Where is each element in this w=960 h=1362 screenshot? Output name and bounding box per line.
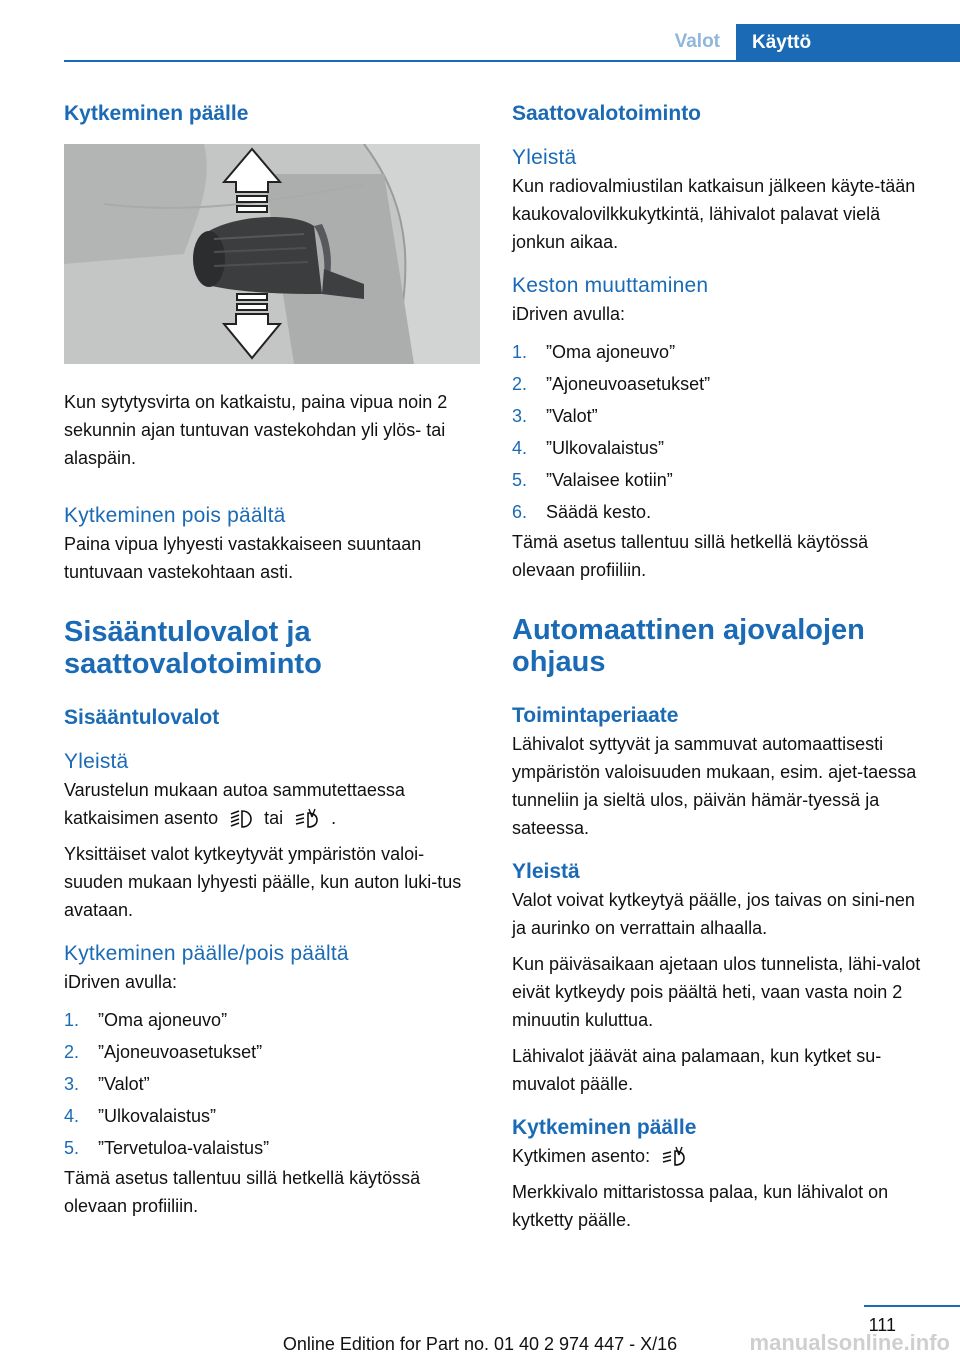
right-column [512, 100, 932, 1234]
paragraph-general-1-a: Varustelun mukaan autoa sammutettaessa katkaisimen asento [64, 780, 405, 828]
heading-general-right: Yleistä [512, 146, 577, 169]
list-item: 2. ”Ajoneuvoasetukset” [512, 374, 711, 394]
list-item: 1. ”Oma ajoneuvo” [512, 342, 676, 362]
paragraph-switch-off: Paina vipua lyhyesti vastakkaiseen suuntaan tuntuvaan vastekohtaan asti. [64, 534, 422, 582]
list-item: 5. ”Tervetuloa-valaistus” [64, 1138, 270, 1158]
list-item: 6. Säädä kesto. [512, 502, 652, 522]
footer-edition: Online Edition for Part no. 01 40 2 974 447 - X/16 [282, 1334, 678, 1354]
heading-principle: Toimintaperiaate [512, 704, 679, 727]
auto-headlight-icon [294, 808, 320, 830]
heading-duration: Keston muuttaminen [512, 274, 709, 297]
auto-headlight-icon [661, 1146, 687, 1168]
list-item: 3. ”Valot” [512, 406, 598, 426]
list-item: 4. ”Ulkovalaistus” [64, 1106, 217, 1126]
footer-rule [864, 1305, 960, 1307]
heading-entry-lights: Sisääntulovalot ja saattovalotoiminto [64, 616, 322, 680]
list-item: 2. ”Ajoneuvoasetukset” [64, 1042, 263, 1062]
heading-on-off: Kytkeminen päälle/pois päältä [64, 942, 349, 965]
heading-general: Yleistä [64, 750, 129, 773]
paragraph-idrive-right: iDriven avulla: [512, 304, 626, 324]
heading-switch-on-right: Kytkeminen päälle [512, 1116, 697, 1139]
heading-switch-off: Kytkeminen pois päältä [64, 504, 286, 527]
list-item: 3. ”Valot” [64, 1074, 150, 1094]
heading-switch-on: Kytkeminen päälle [64, 102, 249, 125]
paragraph-general-1 [64, 776, 480, 832]
lever-figure [64, 144, 480, 364]
header-rule [64, 60, 960, 62]
paragraph-switch-position-text: Kytkimen asento: [512, 1146, 651, 1166]
paragraph-switch-on: Kun sytytysvirta on katkaistu, paina vipua noin 2 sekunnin ajan tuntuvan vastekohdan yli ylös- tai alaspäin. [64, 392, 448, 468]
paragraph-general-right: Kun radiovalmiustilan katkaisun jälkeen käyte-tään kaukovalovilkkukytkintä, lähivalot palavat vielä jonkun aikaa. [512, 176, 916, 252]
paragraph-principle: Lähivalot syttyvät ja sammuvat automaattisesti ympäristön valoisuuden mukaan, esim. ajet-taessa tunneliin ja sieltä ulos, päivän hämär-tyessä ja sateessa. [512, 734, 917, 838]
heading-auto-headlights: Automaattinen ajovalojen ohjaus [512, 614, 865, 678]
paragraph-general-2b: Kun päiväsaikaan ajetaan ulos tunnelista, lähi-valot eivät kytkeydy pois päältä heti, vaan vasta noin 2 minuutin kuluttua. [512, 954, 921, 1030]
heading-entry: Sisääntulovalot [64, 706, 220, 729]
paragraph-general-1-c: . [331, 808, 337, 828]
list-item: 5. ”Valaisee kotiin” [512, 470, 673, 490]
page-number: 111 [868, 1315, 896, 1335]
lever-illustration [64, 144, 480, 364]
paragraph-general-2: Yksittäiset valot kytkeytyvät ympäristön valoi-suuden mukaan lyhyesti päälle, kun auton luki-tus avataan. [64, 844, 462, 920]
paragraph-saved: Tämä asetus tallentuu sillä hetkellä käytössä olevaan profiiliin. [64, 1168, 421, 1216]
watermark: manualsonline.info [749, 1330, 950, 1355]
paragraph-switch-position [512, 1142, 932, 1170]
paragraph-general-1-b: tai [264, 808, 284, 828]
paragraph-general-2a: Valot voivat kytkeytyä päälle, jos taivas on sini-nen ja aurinko on verrattain alhaalla. [512, 890, 915, 938]
heading-follow-me-home: Saattovalotoiminto [512, 102, 702, 125]
paragraph-indicator: Merkkivalo mittaristossa palaa, kun lähivalot on kytketty päälle. [512, 1182, 889, 1230]
header-chapter-tab: Käyttö [736, 24, 960, 62]
left-column [64, 100, 480, 1220]
headlight-dipped-icon [229, 808, 253, 830]
heading-general-2: Yleistä [512, 860, 580, 883]
paragraph-idrive: iDriven avulla: [64, 972, 178, 992]
list-item: 4. ”Ulkovalaistus” [512, 438, 665, 458]
steps-list-right [512, 336, 932, 528]
steps-list-left [64, 1004, 480, 1164]
list-item: 1. ”Oma ajoneuvo” [64, 1010, 228, 1030]
header-section-label: Valot [674, 31, 720, 52]
paragraph-general-2c: Lähivalot jäävät aina palamaan, kun kytket su-muvalot päälle. [512, 1046, 882, 1094]
paragraph-saved-right: Tämä asetus tallentuu sillä hetkellä käytössä olevaan profiiliin. [512, 532, 869, 580]
